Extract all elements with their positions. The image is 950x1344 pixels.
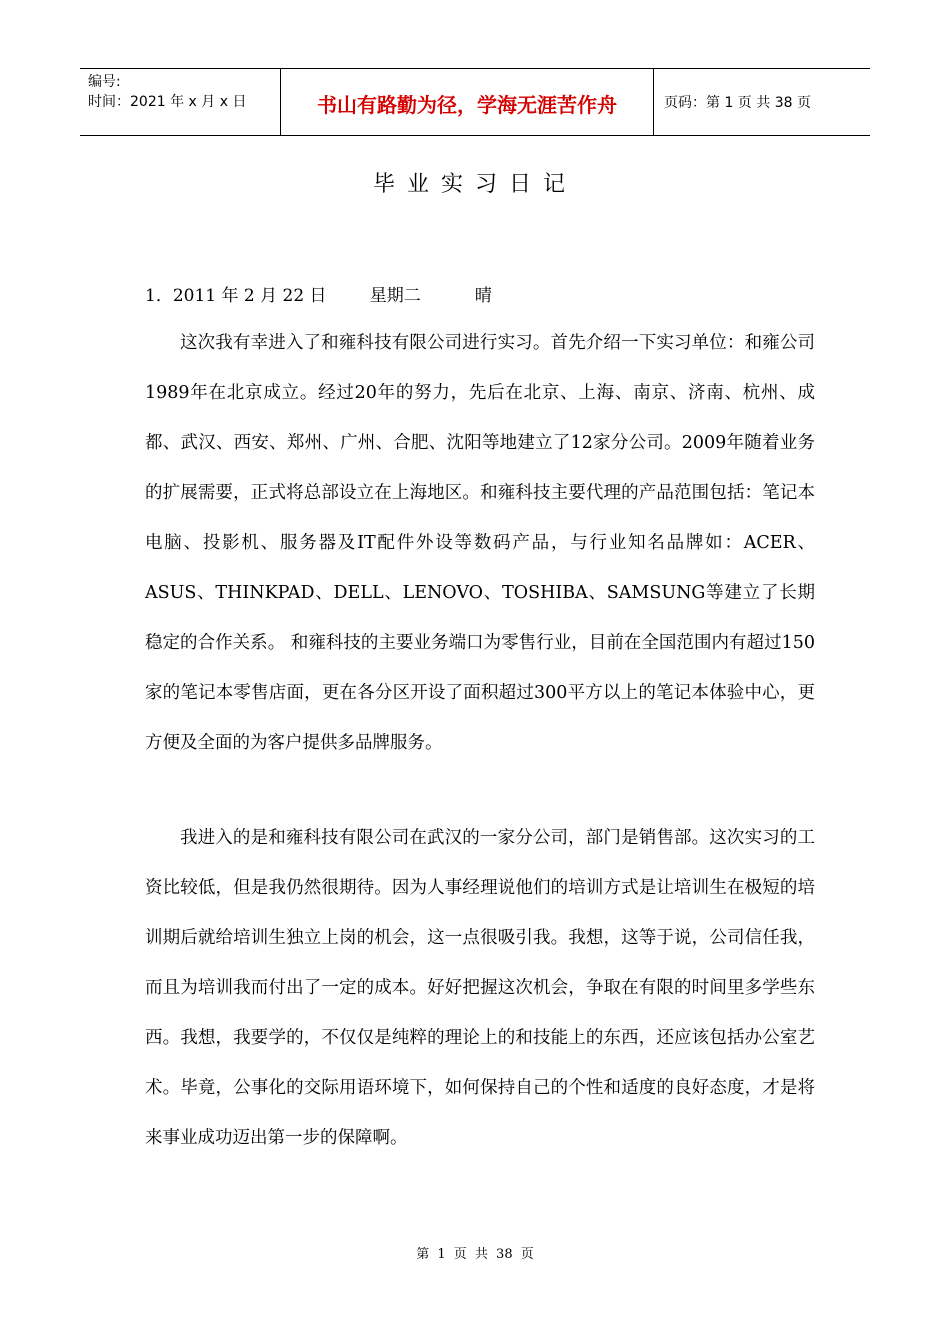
motto-text: 书山有路勤为径，学海无涯苦作舟	[317, 93, 617, 117]
diary-entry-heading: 1．2011 年 2 月 22 日 星期二 晴	[145, 286, 492, 306]
serial-number-label: 编号:	[88, 74, 121, 90]
document-header	[80, 68, 870, 136]
header-motto-cell	[281, 69, 654, 135]
header-meta-cell	[80, 69, 281, 135]
body-paragraph: 我进入的是和雍科技有限公司在武汉的一家分公司，部门是销售部。这次实习的工资比较低，但是我仍然很期待。因为人事经理说他们的培训方式是让培训生在极短的培训期后就给培训生独立上岗的机会，这一点很吸引我。我想，这等于说，公司信任我，而且为培训我而付出了一定的成本。好好把握这次机会，争取在有限的时间里多学些东西。我想，我要学的，不仅仅是纯粹的理论上的和技能上的东西，还应该包括办公室艺术。毕竟，公事化的交际用语环境下，如何保持自己的个性和适度的良好态度，才是将来事业成功迈出第一步的保障啊。	[145, 828, 815, 1148]
header-page-info: 页码：第 1 页 共 38 页	[664, 95, 811, 111]
page-footer: 第 1 页 共 38 页	[416, 1247, 534, 1262]
date-label: 时间：2021 年 x 月 x 日	[88, 94, 247, 110]
body-paragraph-2-wrapper	[145, 813, 815, 1163]
document-title: 毕业实习日记	[372, 172, 577, 197]
body-paragraph: 这次我有幸进入了和雍科技有限公司进行实习。首先介绍一下实习单位：和雍公司1989年在北京成立。经过20年的努力，先后在北京、上海、南京、济南、杭州、成都、武汉、西安、郑州、广州、合肥、沈阳等地建立了12家分公司。2009年随着业务的扩展需要，正式将总部设立在上海地区。和雍科技主要代理的产品范围包括：笔记本电脑、投影机、服务器及IT配件外设等数码产品，与行业知名品牌如：ACER、ASUS、THINKPAD、DELL、LENOVO、TOSHIBA、SAMSUNG等建立了长期稳定的合作关系。 和雍科技的主要业务端口为零售行业，目前在全国范围内有超过150家的笔记本零售店面，更在各分区开设了面积超过300平方以上的笔记本体验中心，更方便及全面的为客户提供多品牌服务。	[145, 333, 815, 753]
header-page-cell	[654, 69, 870, 135]
body-paragraph-1-wrapper	[145, 318, 815, 768]
